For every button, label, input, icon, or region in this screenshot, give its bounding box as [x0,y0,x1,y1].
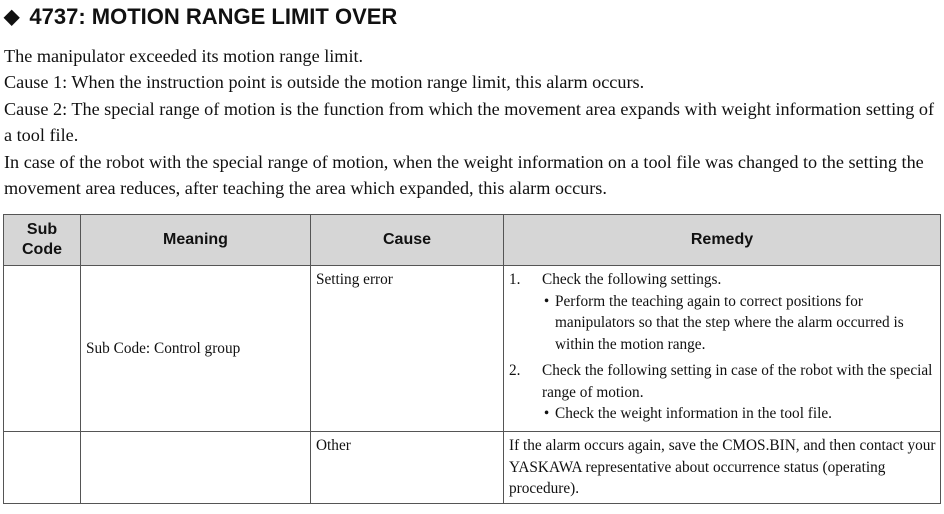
cell-meaning [81,432,311,504]
description-line: Cause 2: The special range of motion is the function from which the movement area expands with weight information setting of a tool file. [4,98,935,146]
table-header-row [4,215,941,266]
alarm-title-text: 4737: MOTION RANGE LIMIT OVER [29,4,398,29]
alarm-table [3,214,941,504]
remedy-step [509,269,936,355]
alarm-description [4,43,940,201]
cell-remedy: If the alarm occurs again, save the CMOS.BIN, and then contact your YASKAWA representative about occurrence status (operating procedure). [504,432,941,504]
diamond-bullet-icon: ◆ [4,5,20,28]
cell-meaning: Sub Code: Control group [81,266,311,432]
bullet-dot-icon: • [543,405,550,422]
cell-cause: Other [311,432,504,504]
cell-sub-code [4,266,81,432]
cell-remedy [504,266,941,432]
header-cause: Cause [311,215,504,266]
description-line: The manipulator exceeded its motion range limit. [4,46,364,66]
step-text: Check the following settings. [542,271,722,288]
alarm-title [4,2,397,32]
table-row [4,266,941,432]
cell-sub-code [4,432,81,504]
header-sub-code: Sub Code [4,215,81,266]
step-bullet-text: Check the weight information in the tool file. [555,405,832,422]
table-row [4,432,941,504]
cell-cause: Setting error [311,266,504,432]
step-number: 2. [509,362,521,379]
description-line: In case of the robot with the special range of motion, when the weight information on a tool file was changed to the setting the movement area reduces, after teaching the area which expanded, this alarm occurs. [4,151,924,199]
bullet-dot-icon: • [543,292,550,310]
header-remedy: Remedy [504,215,941,266]
description-line: Cause 1: When the instruction point is outside the motion range limit, this alarm occurs. [4,72,645,93]
step-text: Check the following setting in case of the robot with the special range of motion. [542,362,933,401]
step-bullet-text: Perform the teaching again to correct positions for manipulators so that the step where the alarm occurred is within the motion range. [555,292,904,353]
remedy-step [509,360,936,425]
step-number: 1. [509,271,521,288]
header-meaning: Meaning [81,215,311,266]
